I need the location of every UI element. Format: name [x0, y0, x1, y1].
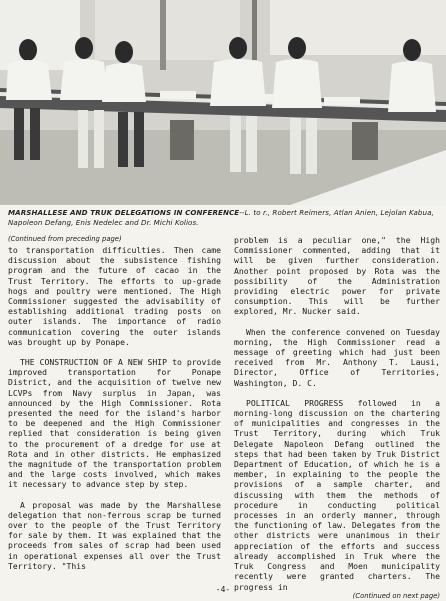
photo-caption — [8, 208, 440, 228]
right-paragraph-2: When the conference convened on Tuesday morning, the High Commissioner read a message of greeting which had just been received from Mr. Anthony T. Lausi, Director, Office of Territories, Washington, D. C. — [234, 326, 440, 388]
right-column — [234, 235, 440, 601]
caption-names: --L. to r., Robert Reimers, Atlan Anien, Lejolan Kabua, Napoleon Defang, Enis Nedelec and Dr. Michi Kolios. — [8, 208, 434, 227]
left-column — [8, 235, 221, 571]
conference-photo-image — [0, 0, 446, 205]
left-paragraph-1: to transportation difficulties. Then came discussion about the subsistence fishing program and the future of cacao in the Trust Territory. The efforts to up-grade hogs and poultry were mentioned. The High Commissioner suggested the advisability of establishing additional trading posts on outer islands. The importance of radio communication covering the outer islands was brought up by Ponape. — [8, 245, 221, 347]
continued-from-note: (Continued from preceding page) — [8, 235, 122, 243]
conference-photo — [0, 0, 446, 205]
right-paragraph-1: problem is a peculiar one," the High Commissioner commented, adding that it will be given further consideration. Another point proposed by Rota was the possibility of the Administration providing electric power for private consumption. This will be further explored, Mr. Nucker said. — [234, 235, 440, 317]
continued-on-note: (Continued on next page) — [352, 591, 440, 600]
left-paragraph-2: THE CONSTRUCTION OF A NEW SHIP to provide improved transportation for Ponape District, and the acquisition of twelve new LCVPs from Navy surplus in Japan, was announced by the High Commissioner. Rota presented the need for the island's harbor to be deepened and the High Commissioner replied that consideration is being given to the procurement of a dredge for use at Rota and in other districts. He emphasized the magnitude of the transportation problem and the large costs involved, which makes it necessary to advance step by step. — [8, 357, 221, 490]
left-paragraph-3: A proposal was made by the Marshallese delegation that non-ferrous scrap be turned over to the people of the Trust Territory for sale by them. It was explained that the proceeds from sales of scrap had been used in operational expenses all over the Trust Territory. "This — [8, 499, 221, 571]
right-paragraph-3: POLITICAL PROGRESS followed in a morning-long discussion on the chartering of municipalities and congresses in the Trust Territory, during which Truk Delegate Napoleon Defang outlined the steps that had been taken by Truk District Department of Education, of which he is a member, in explaining to the people the provisions of a sample charter, and discussing with them the methods of procedure in conducting political processes in an orderly manner, through the functioning of law. Delegates from the other districts were unanimous in their appreciation of the efforts and success already accomplished in Truk where the Truk Congress and Moen municipality recently were granted charters. The progress in — [234, 397, 440, 592]
page-number: -4- — [215, 585, 231, 594]
caption-lead: MARSHALLESE AND TRUK DELEGATIONS IN CONFERENCE — [8, 208, 240, 217]
